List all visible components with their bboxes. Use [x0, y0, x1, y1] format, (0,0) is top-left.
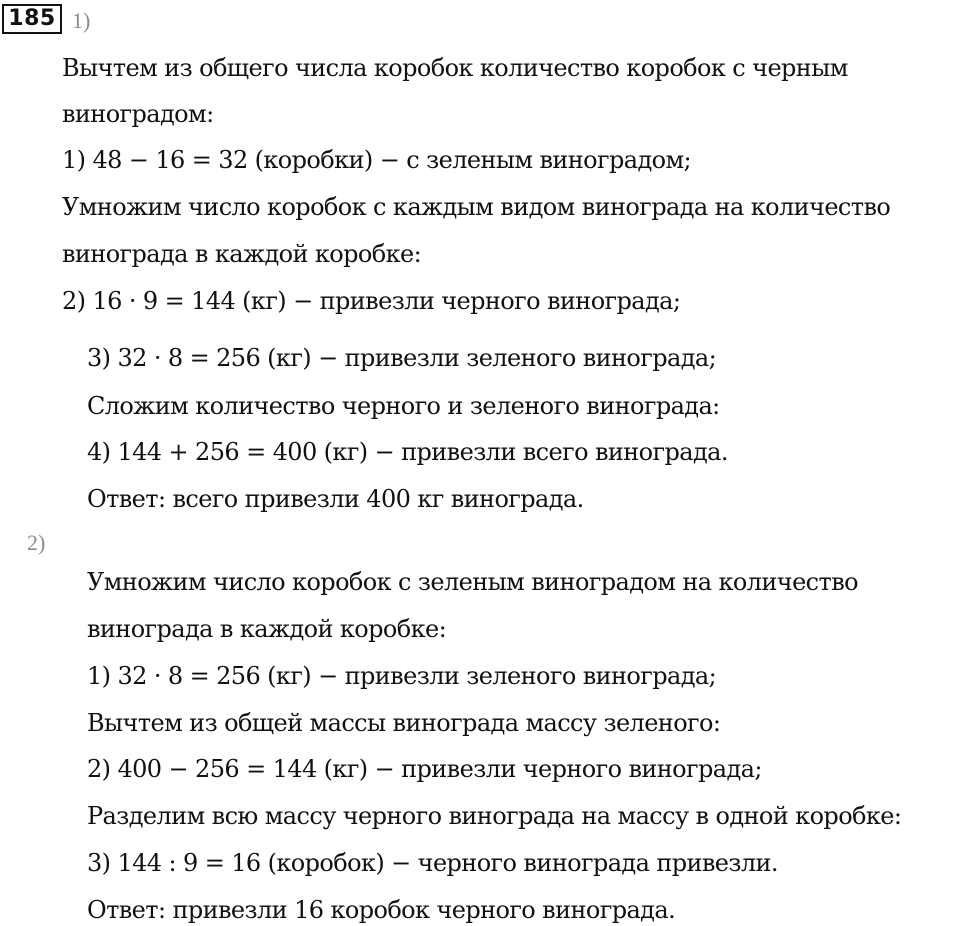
part-2-answer: Ответ: привезли 16 коробок черного винограда.: [87, 896, 676, 924]
part-2-step-2: 2) 400 − 256 = 144 (кг) − привезли черного винограда;: [87, 755, 762, 783]
part-2-line-1: Умножим число коробок с зеленым виноградом на количество: [87, 568, 858, 596]
part-1-answer: Ответ: всего привезли 400 кг винограда.: [87, 485, 584, 513]
part-2-line-2: винограда в каждой коробке:: [87, 615, 447, 643]
part-1-line-5: винограда в каждой коробке:: [62, 240, 422, 268]
part-1-label: 1): [72, 8, 91, 33]
problem-number-badge: 185: [2, 4, 62, 34]
part-2-step-1: 1) 32 · 8 = 256 (кг) − привезли зеленого винограда;: [87, 662, 717, 690]
part-2-step-3: 3) 144 : 9 = 16 (коробок) − черного винограда привезли.: [87, 849, 778, 877]
part-2-line-4: Вычтем из общей массы винограда массу зеленого:: [87, 709, 721, 737]
part-1-line-2: виноградом:: [62, 100, 214, 128]
part-1-line-4: Умножим число коробок с каждым видом винограда на количество: [62, 193, 891, 221]
part-2-line-6: Разделим всю массу черного винограда на массу в одной коробке:: [87, 802, 902, 830]
part-1-step-4: 4) 144 + 256 = 400 (кг) − привезли всего винограда.: [87, 438, 728, 466]
part-1-step-1: 1) 48 − 16 = 32 (коробки) − с зеленым виноградом;: [62, 146, 692, 174]
part-1-line-1: Вычтем из общего числа коробок количество коробок с черным: [62, 54, 848, 82]
part-1-line-8: Сложим количество черного и зеленого винограда:: [87, 392, 720, 420]
part-2-label: 2): [27, 530, 46, 555]
part-1-step-3: 3) 32 · 8 = 256 (кг) − привезли зеленого винограда;: [87, 344, 717, 372]
part-1-step-2: 2) 16 · 9 = 144 (кг) − привезли черного винограда;: [62, 287, 681, 315]
